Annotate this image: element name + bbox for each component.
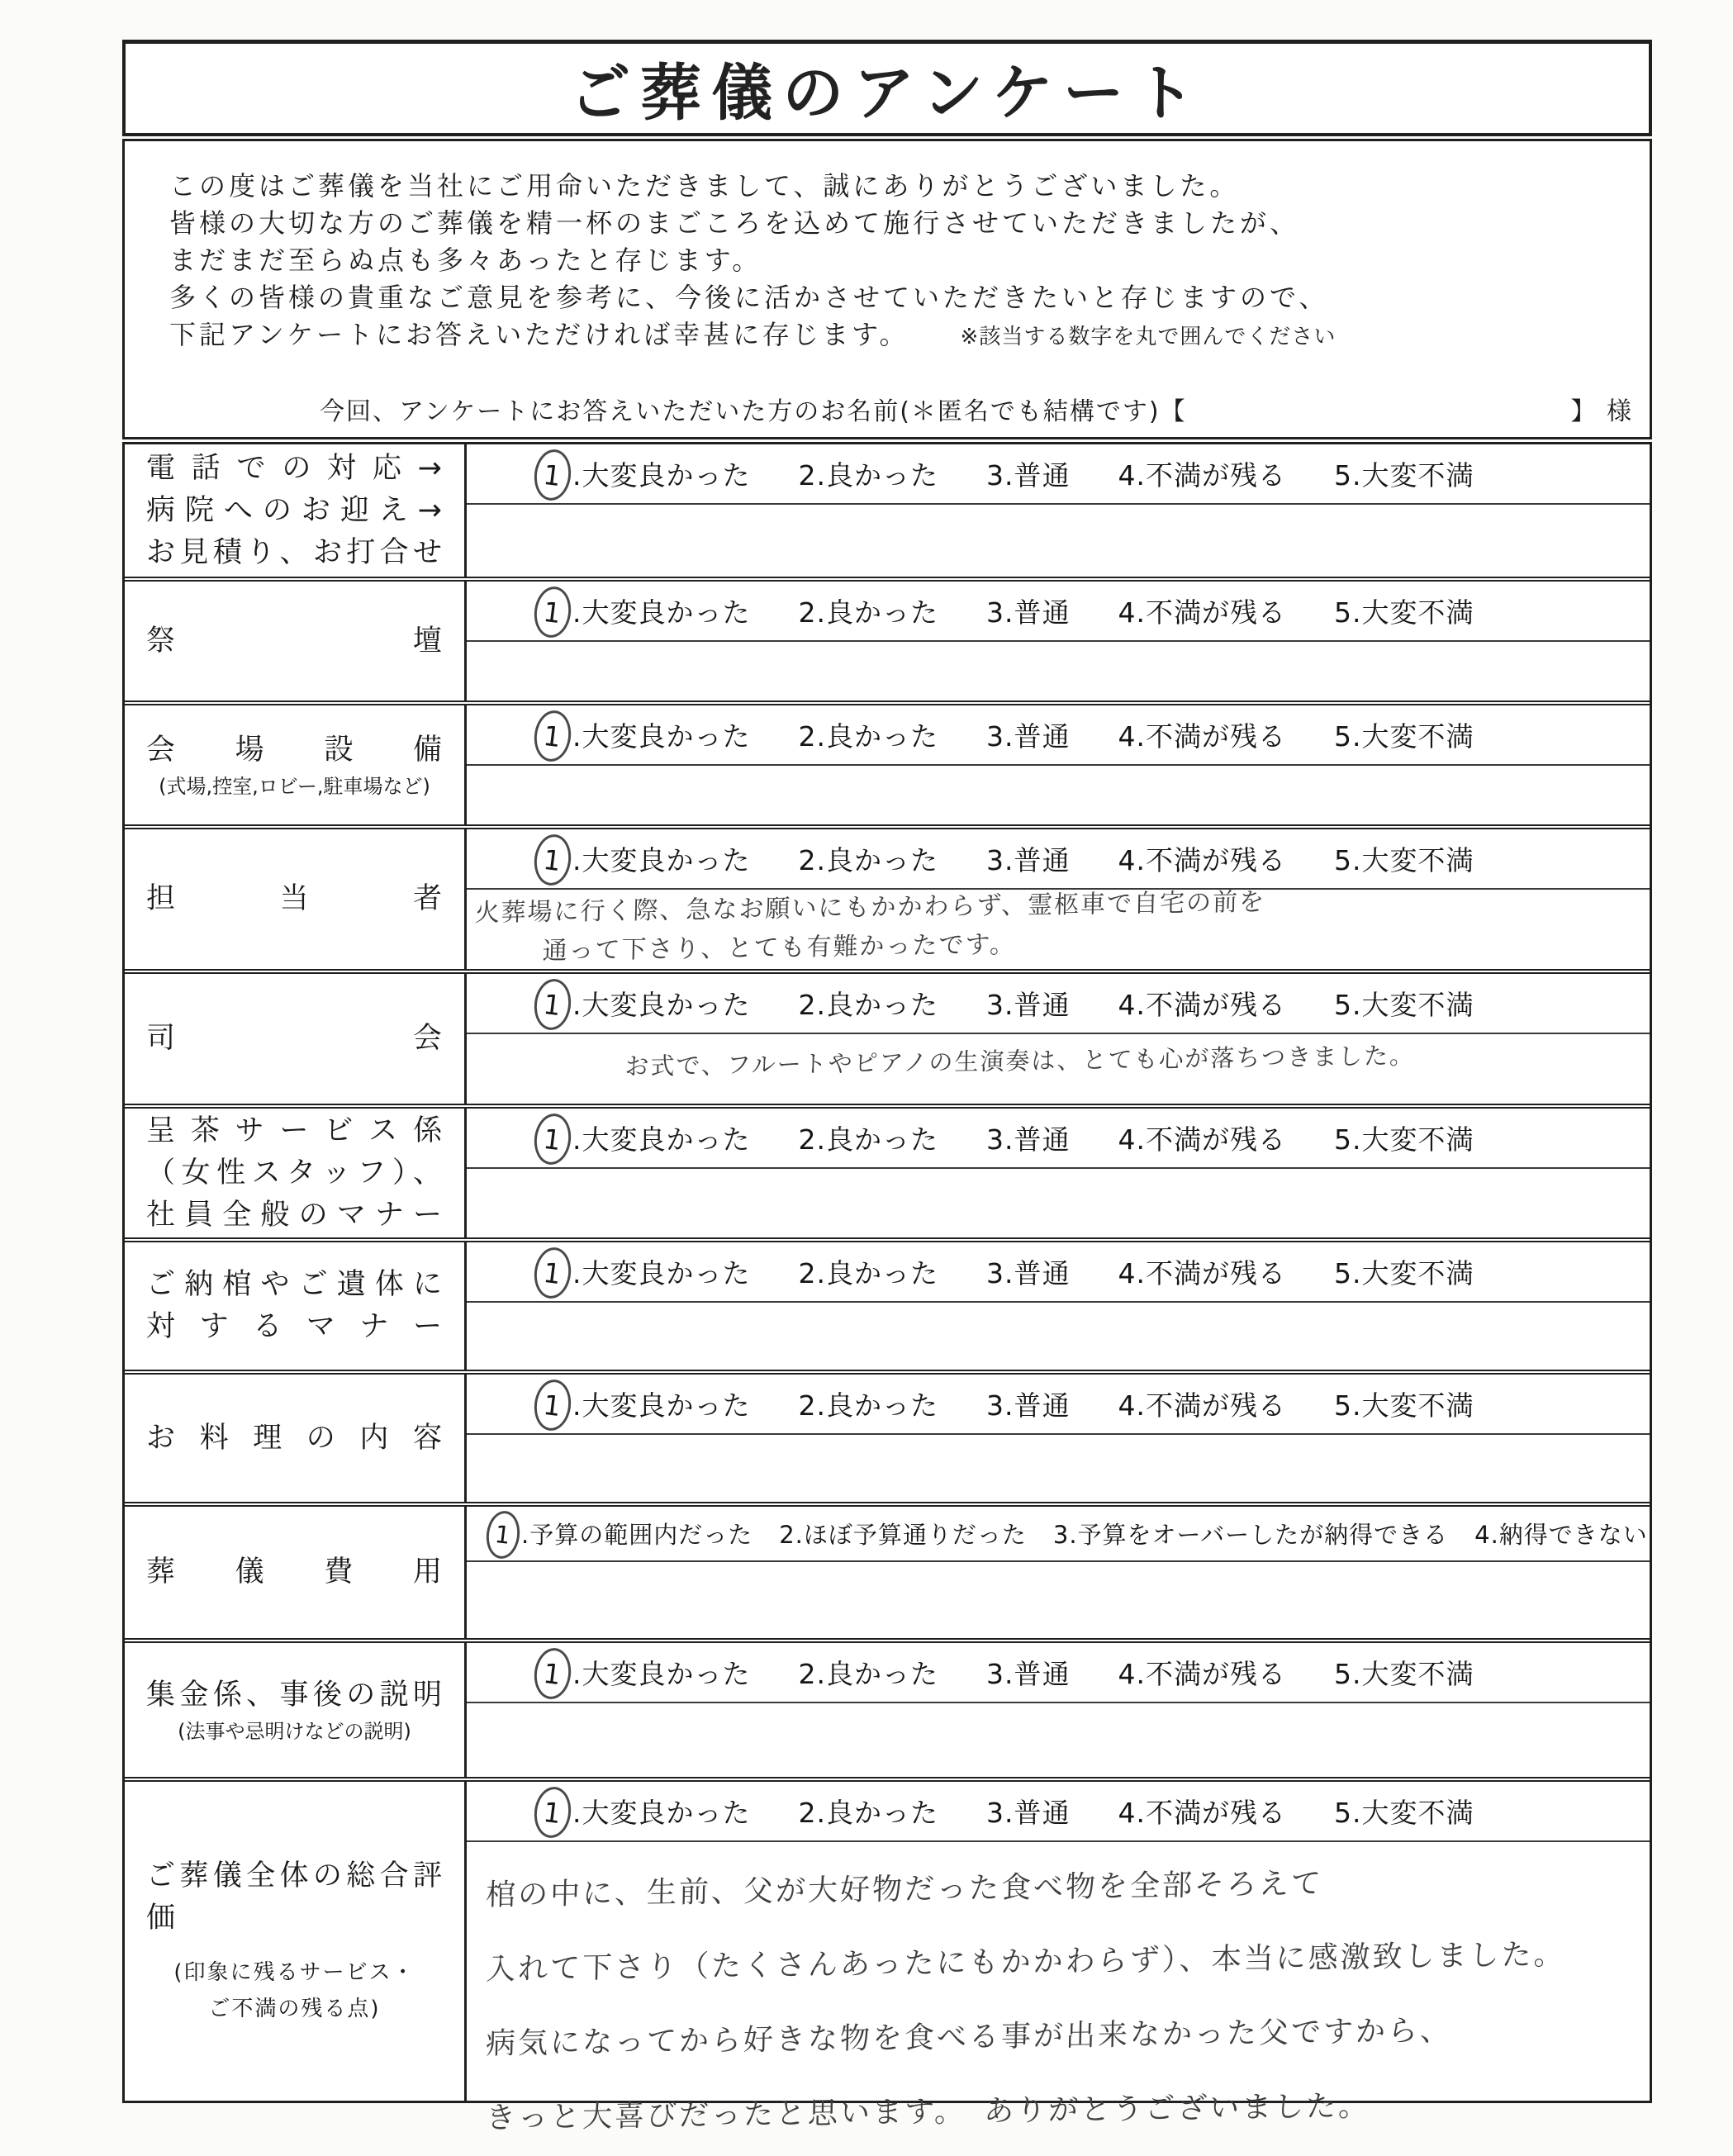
rating-option-5[interactable]: 5.大変不満: [1334, 844, 1474, 876]
survey-row: [125, 1502, 1650, 1638]
rating-option-4[interactable]: 4.不満が残る: [1118, 596, 1286, 629]
survey-row: [125, 1104, 1650, 1237]
answer-cell: [467, 705, 1650, 824]
category-label-cell: [125, 1782, 467, 2101]
handwritten-selection-circle: 1: [531, 584, 573, 639]
rating-option-1[interactable]: [541, 1653, 751, 1692]
category-label-line: お見積り、お打合せ: [146, 535, 443, 569]
rating-option-label: .大変良かった: [572, 989, 751, 1021]
rating-option-5[interactable]: 5.大変不満: [1334, 459, 1474, 492]
rating-option-2[interactable]: 2.ほぼ予算通りだった: [779, 1521, 1027, 1549]
rating-option-3[interactable]: 3.普通: [986, 1257, 1071, 1289]
survey-row: [125, 969, 1650, 1104]
intro-paragraph-line: 下記アンケートにお答えいただければ幸甚に存じます。: [169, 319, 909, 350]
rating-option-1[interactable]: [541, 454, 751, 493]
handwritten-comment-area: [467, 505, 1650, 577]
category-label-cell: [125, 705, 467, 824]
category-label-line: 呈茶サービス係: [146, 1114, 443, 1147]
handwritten-comment-line: お式で、フルートやピアノの生演奏は、とても心が落ちつきました。: [624, 1041, 1416, 1081]
answer-cell: [467, 1643, 1650, 1777]
rating-option-4[interactable]: 4.不満が残る: [1118, 1123, 1286, 1156]
rating-option-5[interactable]: 5.大変不満: [1334, 1123, 1474, 1156]
rating-options-row: [467, 582, 1650, 642]
rating-option-4[interactable]: 4.不満が残る: [1118, 1389, 1286, 1422]
category-label-line: お料理の内容: [146, 1421, 443, 1455]
rating-option-2[interactable]: 2.良かった: [798, 844, 938, 876]
rating-option-1[interactable]: [541, 1252, 751, 1291]
respondent-name-row: [169, 385, 1638, 427]
rating-option-3[interactable]: 3.普通: [986, 1123, 1071, 1156]
survey-row: [125, 1638, 1650, 1777]
rating-option-5[interactable]: 5.大変不満: [1334, 989, 1474, 1021]
rating-option-3[interactable]: 3.普通: [986, 844, 1071, 876]
rating-option-3[interactable]: 3.予算をオーバーしたが納得できる: [1052, 1521, 1449, 1549]
rating-option-4[interactable]: 4.納得できない: [1474, 1521, 1648, 1549]
answer-cell: [467, 582, 1650, 700]
handwritten-selection-circle: 1: [484, 1508, 523, 1560]
rating-option-1[interactable]: [541, 1792, 751, 1831]
handwritten-comment-area: [467, 642, 1650, 700]
rating-option-label: .大変良かった: [572, 459, 751, 492]
rating-option-label: .大変良かった: [572, 720, 751, 753]
category-label-line: ご葬儀全体の総合評価: [146, 1859, 443, 1935]
rating-option-1[interactable]: [541, 839, 751, 878]
rating-options-row: [467, 705, 1650, 766]
category-label-line: 病院へのお迎え→: [146, 493, 443, 527]
handwritten-comment-area: [467, 887, 1650, 976]
rating-option-2[interactable]: 2.良かった: [798, 720, 938, 753]
category-label-line: ご納棺やご遺体に: [146, 1268, 443, 1301]
handwritten-selection-circle: 1: [531, 1111, 573, 1166]
handwritten-comment-area: [467, 766, 1650, 824]
handwritten-comment-line: きっと大喜びだったと思います。 ありがとうございました。: [485, 2089, 1371, 2136]
rating-option-2[interactable]: 2.良かった: [798, 1123, 938, 1156]
rating-option-4[interactable]: 4.不満が残る: [1118, 1797, 1286, 1829]
rating-option-3[interactable]: 3.普通: [986, 596, 1071, 629]
rating-option-4[interactable]: 4.不満が残る: [1118, 989, 1286, 1021]
category-sublabel-line: (法事や忌明けなどの説明): [178, 1719, 411, 1743]
answer-cell: [467, 1782, 1650, 2136]
category-label-cell: [125, 582, 467, 700]
rating-option-1[interactable]: [541, 1118, 751, 1157]
rating-options-row: [467, 1375, 1650, 1435]
rating-option-label: .大変良かった: [572, 844, 751, 876]
rating-option-2[interactable]: 2.良かった: [798, 1658, 938, 1690]
handwritten-comment-area: [467, 1562, 1650, 1638]
rating-option-2[interactable]: 2.良かった: [798, 989, 938, 1021]
answer-cell: [467, 1507, 1650, 1638]
rating-option-5[interactable]: 5.大変不満: [1334, 596, 1474, 629]
rating-options-row: [467, 1242, 1650, 1303]
intro-box: [122, 139, 1652, 439]
handwritten-comment-line: 通って下さり、とても有難かったです。: [542, 929, 1017, 966]
rating-option-4[interactable]: 4.不満が残る: [1118, 720, 1286, 753]
rating-options-row: [467, 444, 1650, 505]
category-sublabel-line: (印象に残るサービス・: [173, 1960, 415, 1985]
survey-row: [125, 1777, 1650, 2136]
rating-option-1[interactable]: [493, 1517, 753, 1551]
category-label-line: （女性スタッフ）、: [146, 1156, 443, 1190]
rating-option-5[interactable]: 5.大変不満: [1334, 1257, 1474, 1289]
rating-option-1[interactable]: [541, 715, 751, 754]
rating-option-4[interactable]: 4.不満が残る: [1118, 1257, 1286, 1289]
survey-row: [125, 1237, 1650, 1370]
rating-option-3[interactable]: 3.普通: [986, 989, 1071, 1021]
survey-table: [122, 442, 1652, 2136]
rating-option-label: .大変良かった: [572, 1389, 751, 1422]
intro-paragraph-line: まだまだ至らぬ点も多々あったと存じます。: [169, 245, 762, 276]
handwritten-comment-area: [467, 1034, 1650, 1104]
rating-option-2[interactable]: 2.良かった: [798, 1797, 938, 1829]
rating-option-label: .大変良かった: [572, 1658, 751, 1690]
rating-option-4[interactable]: 4.不満が残る: [1118, 1658, 1286, 1690]
rating-option-1[interactable]: [541, 1384, 751, 1423]
category-label-cell: [125, 974, 467, 1104]
rating-option-4[interactable]: 4.不満が残る: [1118, 459, 1286, 492]
rating-options-row: [467, 1643, 1650, 1703]
handwritten-comment-line: 病気になってから好きな物を食べる事が出来なかった父ですから、: [485, 2013, 1453, 2062]
rating-option-label: .大変良かった: [572, 1123, 751, 1156]
rating-option-label: .大変良かった: [572, 596, 751, 629]
name-suffix: 】 様: [1570, 397, 1633, 426]
handwritten-selection-circle: 1: [531, 708, 573, 763]
category-label-line: 司会: [146, 1022, 443, 1055]
rating-option-2[interactable]: 2.良かった: [798, 459, 938, 492]
category-sublabel-line: (式場,控室,ロビー,駐車場など): [159, 774, 430, 798]
category-label-cell: [125, 1109, 467, 1237]
category-label-line: 集金係、事後の説明: [146, 1678, 443, 1712]
survey-row: [125, 1370, 1650, 1502]
rating-option-3[interactable]: 3.普通: [986, 459, 1071, 492]
handwritten-comment-area: [467, 1703, 1650, 1777]
rating-option-label: .大変良かった: [572, 1257, 751, 1289]
rating-option-2[interactable]: 2.良かった: [798, 596, 938, 629]
scanned-survey-sheet: [122, 40, 1652, 2136]
answer-cell: [467, 1242, 1650, 1370]
intro-paragraph-last-line: [169, 316, 1638, 354]
category-label-line: 電話での対応→: [146, 451, 443, 485]
name-input-area[interactable]: [1187, 385, 1571, 420]
handwritten-comment-area: [467, 1303, 1650, 1370]
handwritten-comment-area: [467, 1169, 1650, 1237]
handwritten-comment-line: 入れて下さり（たくさんあったにもかかわらず）、本当に感激致しました。: [485, 1937, 1567, 1987]
answer-cell: [467, 444, 1650, 577]
category-label-cell: [125, 444, 467, 577]
handwritten-selection-circle: 1: [531, 1245, 573, 1300]
rating-options-row: [467, 1507, 1650, 1562]
intro-paragraph-line: 多くの皆様の貴重なご意見を参考に、今後に活かさせていただきたいと存じますので、: [169, 282, 1329, 313]
handwritten-selection-circle: 1: [531, 832, 573, 887]
rating-option-2[interactable]: 2.良かった: [798, 1389, 938, 1422]
handwritten-selection-circle: 1: [531, 1784, 573, 1840]
category-label-line: 対するマナー: [146, 1310, 443, 1343]
rating-option-5[interactable]: 5.大変不満: [1334, 720, 1474, 753]
answer-cell: [467, 974, 1650, 1104]
category-label-line: 社員全般のマナー: [146, 1198, 443, 1232]
rating-options-row: [467, 974, 1650, 1034]
circle-instruction-note: ※該当する数字を丸で囲んでください: [960, 325, 1337, 349]
category-label-line: 葬儀費用: [146, 1555, 443, 1589]
rating-option-2[interactable]: 2.良かった: [798, 1257, 938, 1289]
category-label-cell: [125, 1507, 467, 1638]
rating-option-5[interactable]: 5.大変不満: [1334, 1658, 1474, 1690]
category-label-cell: [125, 1242, 467, 1370]
answer-cell: [467, 829, 1650, 969]
category-sublabel-line: ご不満の残る点): [208, 1997, 381, 2021]
rating-option-1[interactable]: [541, 591, 751, 630]
rating-option-label: .大変良かった: [572, 1797, 751, 1829]
answer-cell: [467, 1109, 1650, 1237]
handwritten-comment-line: 棺の中に、生前、父が大好物だった食べ物を全部そろえて: [485, 1866, 1324, 1913]
survey-row: [125, 700, 1650, 824]
category-label-line: 担当者: [146, 882, 443, 915]
intro-paragraph-line: 皆様の大切な方のご葬儀を精一杯のまごころを込めて施行させていただきましたが、: [169, 207, 1300, 239]
handwritten-selection-circle: 1: [531, 976, 573, 1032]
rating-option-5[interactable]: 5.大変不満: [1334, 1389, 1474, 1422]
rating-option-3[interactable]: 3.普通: [986, 1797, 1071, 1829]
name-prompt: 今回、アンケートにお答えいただいた方のお名前(＊匿名でも結構です)【: [320, 397, 1187, 426]
survey-row: [125, 444, 1650, 577]
rating-option-3[interactable]: 3.普通: [986, 720, 1071, 753]
rating-option-5[interactable]: 5.大変不満: [1334, 1797, 1474, 1829]
handwritten-selection-circle: 1: [531, 1377, 573, 1432]
rating-options-row: [467, 1109, 1650, 1169]
handwritten-comment-line: 火葬場に行く際、急なお願いにもかかわらず、霊柩車で自宅の前を: [474, 887, 1266, 928]
page-title: ご葬儀のアンケート: [569, 58, 1205, 129]
category-label-cell: [125, 1643, 467, 1777]
rating-option-1[interactable]: [541, 984, 751, 1023]
rating-options-row: [467, 1782, 1650, 1842]
category-label-line: 会場設備: [146, 733, 443, 767]
rating-option-3[interactable]: 3.普通: [986, 1389, 1071, 1422]
rating-option-4[interactable]: 4.不満が残る: [1118, 844, 1286, 876]
handwritten-selection-circle: 1: [531, 447, 573, 502]
rating-option-label: .予算の範囲内だった: [521, 1521, 753, 1549]
answer-cell: [467, 1375, 1650, 1502]
category-label-line: 祭壇: [146, 624, 443, 658]
title-box: [122, 40, 1652, 136]
handwritten-comment-area: [467, 1842, 1650, 2156]
handwritten-selection-circle: 1: [531, 1645, 573, 1701]
survey-row: [125, 577, 1650, 700]
category-label-cell: [125, 1375, 467, 1502]
rating-option-3[interactable]: 3.普通: [986, 1658, 1071, 1690]
category-label-cell: [125, 829, 467, 969]
survey-row: [125, 824, 1650, 969]
intro-paragraph-line: この度はご葬儀を当社にご用命いただきまして、誠にありがとうございました。: [169, 170, 1240, 202]
handwritten-comment-area: [467, 1435, 1650, 1502]
